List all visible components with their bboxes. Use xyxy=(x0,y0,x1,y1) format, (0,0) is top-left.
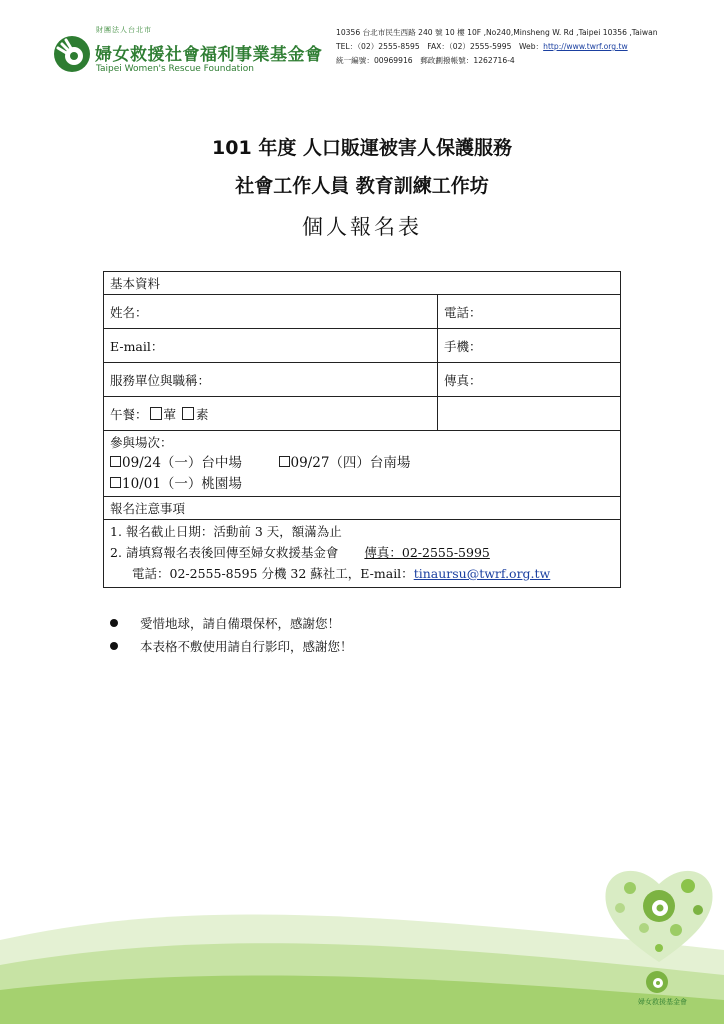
empty-cell xyxy=(438,397,621,431)
note-return: 2. 請填寫報名表後回傳至婦女救援基金會 傳真：02-2555-5995 xyxy=(110,545,490,560)
address-line: 10356 台北市民生西路 240 號 10 樓 10F ,No240,Minsheng W. Rd ,Taipei 10356 ,Taiwan xyxy=(336,28,658,37)
unit-title-field[interactable]: 服務單位與職稱： xyxy=(104,363,438,397)
table-row xyxy=(104,329,621,363)
table-row xyxy=(104,363,621,397)
table-row xyxy=(104,295,621,329)
phone-field[interactable]: 電話： xyxy=(438,295,621,329)
session-options-2 xyxy=(110,474,614,495)
list-item: 本表格不敷使用請自行影印，感謝您！ xyxy=(110,635,353,658)
note-deadline: 1. 報名截止日期：活動前 3 天，額滿為止 xyxy=(110,524,342,539)
checkbox-icon[interactable] xyxy=(110,477,121,488)
checkbox-icon[interactable] xyxy=(182,407,194,420)
org-small-name: 財團法人台北市 xyxy=(96,26,152,34)
table-row xyxy=(104,397,621,431)
email-field[interactable]: E-mail： xyxy=(104,329,438,363)
bullet-dot-icon xyxy=(110,642,118,650)
lunch-veg-option: 素 xyxy=(196,406,209,422)
basic-info-header: 基本資料 xyxy=(104,272,621,295)
mobile-field[interactable]: 手機： xyxy=(438,329,621,363)
lunch-meat-option: 葷 xyxy=(163,406,177,422)
org-english-name: Taipei Women's Rescue Foundation xyxy=(96,64,254,74)
session-options-1 xyxy=(110,453,614,474)
fax-field[interactable]: 傳真： xyxy=(438,363,621,397)
registration-form-table xyxy=(103,271,621,588)
sessions-cell xyxy=(104,431,621,497)
notes-header: 報名注意事項 xyxy=(104,497,621,520)
checkbox-icon[interactable] xyxy=(110,456,121,467)
lunch-field xyxy=(104,397,438,431)
foundation-logo-icon xyxy=(52,34,92,74)
section-header-row xyxy=(104,272,621,295)
website-link[interactable]: http://www.twrf.org.tw xyxy=(543,42,628,51)
checkbox-icon[interactable] xyxy=(279,456,290,467)
lunch-label: 午餐： xyxy=(110,406,148,422)
form-title: 個人報名表 xyxy=(302,215,422,239)
notes-row xyxy=(104,520,621,588)
tel-fax-line: TEL：（02）2555-8595 FAX：（02）2555-5995 Web：http://www.twrf.org.tw xyxy=(336,42,628,51)
contact-block xyxy=(336,26,658,68)
notes-cell xyxy=(104,520,621,588)
sessions-row xyxy=(104,431,621,497)
ids-line: 統一編號：00969916 郵政劃撥帳號：1262716-4 xyxy=(336,56,515,65)
title-line-2: 社會工作人員 教育訓練工作坊 xyxy=(235,175,489,197)
footer-org-name: 婦女救援基金會 xyxy=(638,998,687,1006)
foundation-logo-icon xyxy=(645,970,669,994)
bullet-dot-icon xyxy=(110,619,118,627)
org-name: 婦女救援社會福利事業基金會 xyxy=(95,45,323,65)
title-line-1: 101 年度 人口販運被害人保護服務 xyxy=(212,137,512,159)
session-tainan: 09/27（四）台南場 xyxy=(290,455,411,471)
checkbox-icon[interactable] xyxy=(150,407,162,420)
heart-collage-icon xyxy=(600,858,718,968)
session-label: 參與場次： xyxy=(110,435,173,450)
session-taichung: 09/24（一）台中場 xyxy=(122,455,242,471)
email-link[interactable]: tinaursu@twrf.org.tw xyxy=(413,566,551,581)
bullet-list xyxy=(110,612,353,658)
note-contact: 電話：02-2555-8595 分機 32 蘇社工，E-mail：tinaursu@twrf.org.tw xyxy=(132,566,551,581)
session-taoyuan: 10/01（一）桃園場 xyxy=(122,476,242,492)
note-fax: 傳真：02-2555-5995 xyxy=(364,545,490,560)
list-item: 愛惜地球，請自備環保杯，感謝您！ xyxy=(110,612,353,635)
name-field[interactable]: 姓名： xyxy=(104,295,438,329)
section-header-row xyxy=(104,497,621,520)
